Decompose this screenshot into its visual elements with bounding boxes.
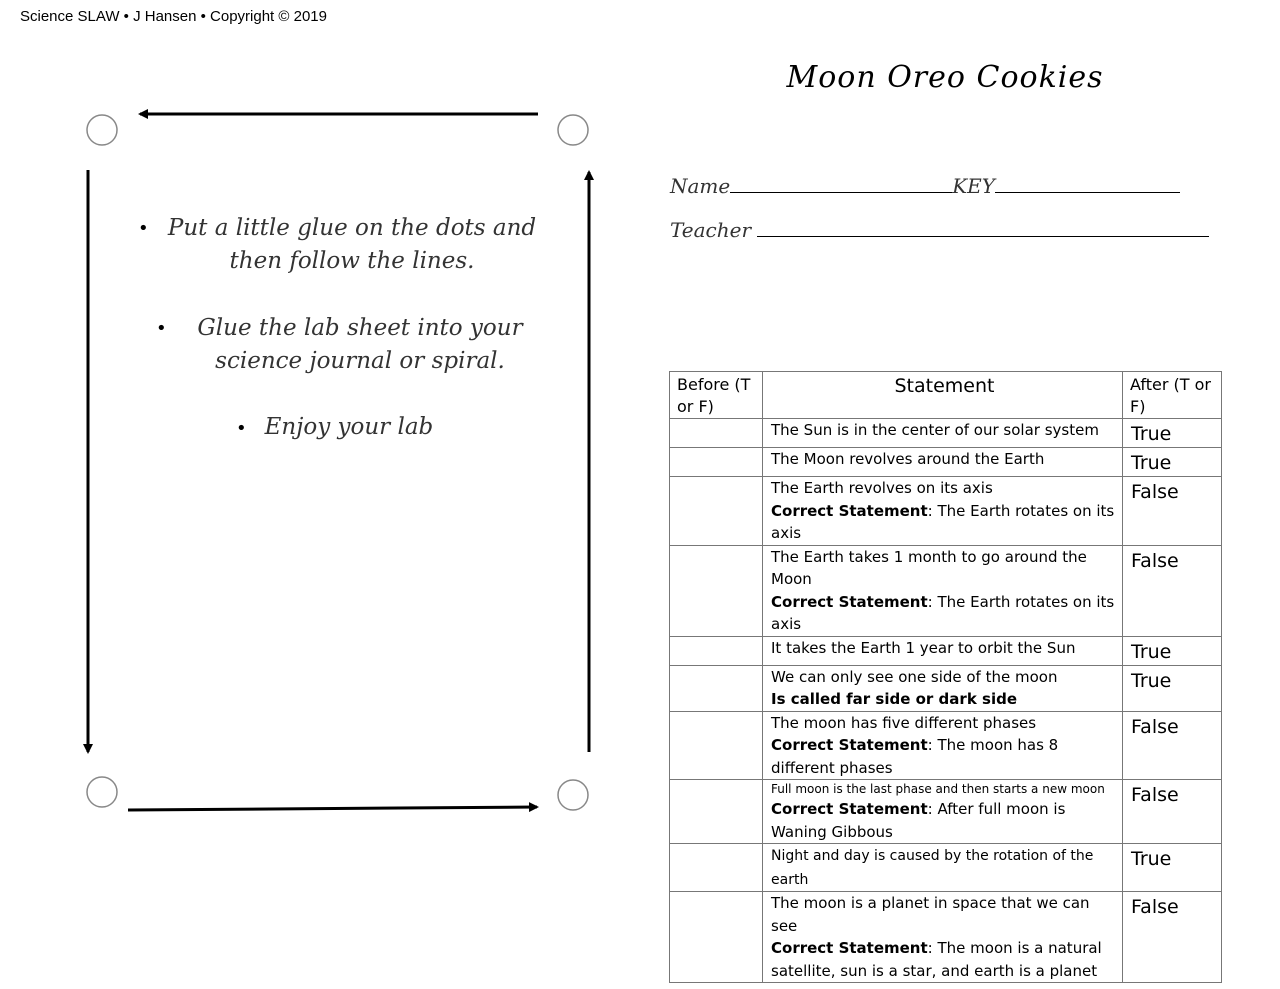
statement-text: We can only see one side of the moon (771, 667, 1058, 686)
page-title: Moon Oreo Cookies (786, 60, 1104, 95)
after-cell: False (1123, 545, 1222, 636)
instruction-3: • Enjoy your lab (236, 414, 434, 440)
arrow-bottom (128, 807, 537, 810)
lab-table (669, 371, 1222, 983)
instruction-2: • Glue the lab sheet into your science journal or spiral. (140, 312, 580, 378)
statement-cell (763, 844, 1123, 892)
statement-text: Night and day is caused by the rotation of the earth (771, 848, 1094, 888)
table-row (670, 448, 1222, 477)
correction-text: : After full moon is Waning Gibbous (771, 800, 1066, 841)
statement-text: The Moon revolves around the Earth (771, 450, 1045, 468)
correction-text: : The Earth rotates on its axis (771, 592, 1115, 633)
before-cell[interactable] (670, 545, 763, 636)
statement-text: It takes the Earth 1 year to orbit the Sun (771, 638, 1076, 657)
correction-text: : The Earth rotates on its axis (771, 501, 1115, 542)
statement-cell (763, 477, 1123, 546)
teacher-field[interactable] (670, 218, 1209, 242)
before-cell[interactable] (670, 844, 763, 892)
correct-label: Correct Statement (771, 800, 928, 818)
statement-cell (763, 665, 1123, 711)
table-row (670, 419, 1222, 448)
statement-cell (763, 419, 1123, 448)
table-row (670, 477, 1222, 546)
before-cell[interactable] (670, 780, 763, 844)
table-row (670, 665, 1222, 711)
correct-label: Correct Statement (771, 939, 928, 957)
before-cell[interactable] (670, 665, 763, 711)
after-cell: True (1123, 448, 1222, 477)
name-field[interactable] (670, 174, 1180, 198)
header-statement: Statement (763, 372, 1123, 419)
table-row (670, 844, 1222, 892)
instruction-3-line1: Enjoy your lab (264, 414, 434, 440)
correct-label: Correct Statement (771, 501, 928, 520)
statement-text: The moon is a planet in space that we can see (771, 894, 1090, 935)
table-row (670, 780, 1222, 844)
correct-label: Correct Statement (771, 592, 928, 611)
statement-cell (763, 711, 1123, 780)
after-cell: False (1123, 780, 1222, 844)
statement-text: The Earth revolves on its axis (771, 479, 993, 497)
statement-cell (763, 448, 1123, 477)
name-label: Name (670, 174, 731, 198)
correct-label: Correct Statement (771, 736, 928, 754)
after-cell: False (1123, 711, 1222, 780)
glue-dot-bottom-right (558, 780, 588, 810)
after-cell: True (1123, 665, 1222, 711)
statement-text: The Sun is in the center of our solar system (771, 421, 1099, 439)
statement-text: The moon has five different phases (771, 713, 1037, 732)
before-cell[interactable] (670, 448, 763, 477)
before-cell[interactable] (670, 419, 763, 448)
teacher-label: Teacher (670, 218, 752, 242)
glue-dot-top-left (87, 115, 117, 145)
statement-text: Full moon is the last phase and then starts a new moon (771, 782, 1105, 796)
glue-dot-top-right (558, 115, 588, 145)
after-cell: False (1123, 477, 1222, 546)
instruction-1-line1: Put a little glue on the dots and (167, 215, 537, 241)
instruction-2-line1: Glue the lab sheet into your (197, 315, 523, 341)
before-cell[interactable] (670, 636, 763, 665)
after-cell: True (1123, 419, 1222, 448)
table-row (670, 636, 1222, 665)
after-cell: False (1123, 892, 1222, 983)
table-header-row (670, 372, 1222, 419)
statement-cell (763, 892, 1123, 983)
before-cell[interactable] (670, 711, 763, 780)
name-value: KEY (952, 174, 995, 198)
statement-text: The Earth takes 1 month to go around the Moon (771, 547, 1087, 588)
table-row (670, 892, 1222, 983)
correction-text: : The moon is a natural satellite, sun is a star, and earth is a planet (771, 939, 1102, 980)
note-text: Is called far side or dark side (771, 690, 1017, 708)
header-before: Before (T or F) (670, 372, 763, 419)
statement-cell (763, 545, 1123, 636)
instruction-1: • Put a little glue on the dots and then follow the lines. (132, 212, 572, 278)
glue-dot-bottom-left (87, 777, 117, 807)
correction-text: : The moon has 8 different phases (771, 736, 1059, 777)
before-cell[interactable] (670, 892, 763, 983)
instruction-1-line2: then follow the lines. (229, 248, 475, 274)
statement-cell (763, 636, 1123, 665)
copyright-text: Science SLAW • J Hansen • Copyright © 2019 (20, 8, 327, 25)
table-row (670, 545, 1222, 636)
before-cell[interactable] (670, 477, 763, 546)
after-cell: True (1123, 636, 1222, 665)
table-row (670, 711, 1222, 780)
header-after: After (T or F) (1123, 372, 1222, 419)
after-cell: True (1123, 844, 1222, 892)
statement-cell (763, 780, 1123, 844)
instruction-2-line2: science journal or spiral. (215, 348, 505, 374)
